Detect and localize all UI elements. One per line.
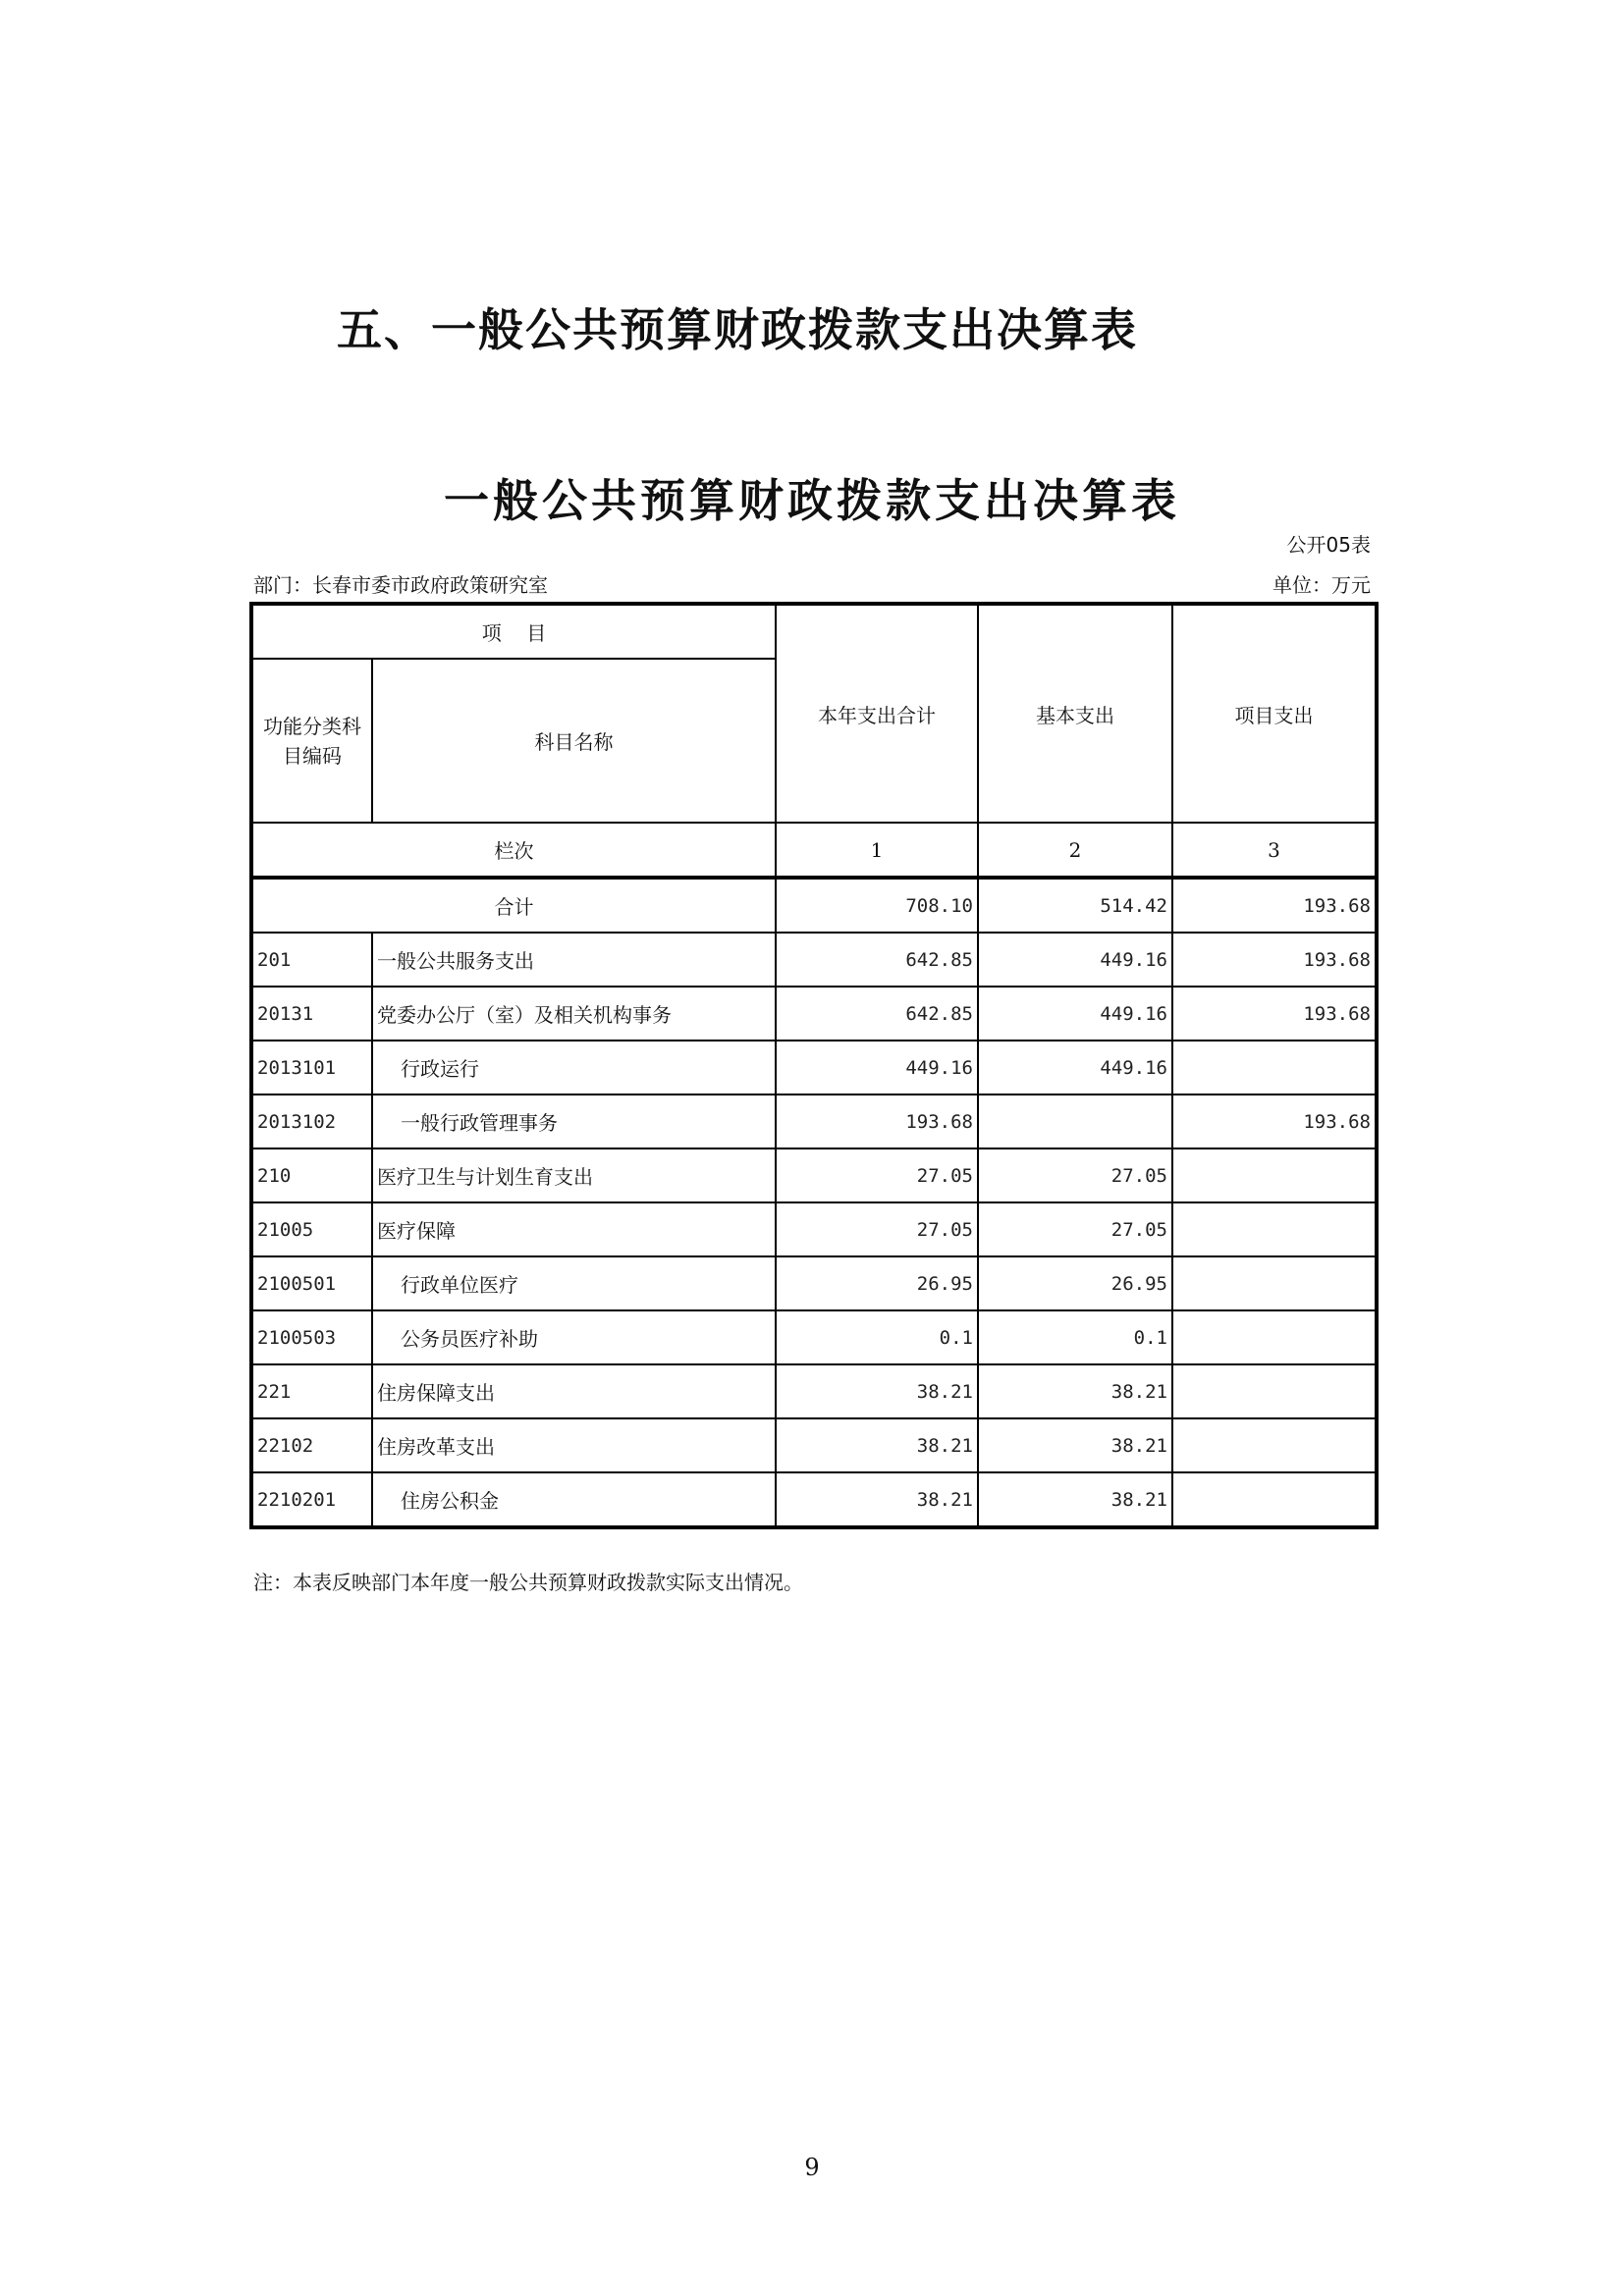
row-name: 党委办公厅（室）及相关机构事务 bbox=[372, 987, 776, 1041]
row-name: 住房改革支出 bbox=[372, 1418, 776, 1472]
header-code: 功能分类科目编码 bbox=[251, 659, 372, 823]
row-col2: 38.21 bbox=[978, 1472, 1172, 1527]
row-col3 bbox=[1172, 1041, 1377, 1095]
row-col1: 193.68 bbox=[776, 1095, 978, 1148]
row-col3 bbox=[1172, 1310, 1377, 1364]
table-row bbox=[251, 987, 1377, 1041]
row-col2: 449.16 bbox=[978, 933, 1172, 987]
row-col1: 38.21 bbox=[776, 1364, 978, 1418]
expenditure-table bbox=[249, 602, 1379, 1529]
header-project-expenditure: 项目支出 bbox=[1172, 604, 1377, 823]
header-item: 项 目 bbox=[251, 604, 776, 659]
table-row bbox=[251, 1148, 1377, 1202]
row-name: 行政单位医疗 bbox=[372, 1256, 776, 1310]
row-col2: 449.16 bbox=[978, 987, 1172, 1041]
row-col3 bbox=[1172, 1202, 1377, 1256]
table-title: 一般公共预算财政拨款支出决算表 bbox=[444, 474, 1180, 527]
table-row bbox=[251, 1202, 1377, 1256]
row-col1: 642.85 bbox=[776, 933, 978, 987]
row-col2: 27.05 bbox=[978, 1148, 1172, 1202]
column-index-3: 3 bbox=[1172, 823, 1377, 878]
header-subject-name: 科目名称 bbox=[372, 659, 776, 823]
row-code: 2013101 bbox=[251, 1041, 372, 1095]
row-col3 bbox=[1172, 1256, 1377, 1310]
table-row bbox=[251, 1472, 1377, 1527]
header-total-expenditure: 本年支出合计 bbox=[776, 604, 978, 823]
row-code: 2100501 bbox=[251, 1256, 372, 1310]
row-code: 2100503 bbox=[251, 1310, 372, 1364]
row-code: 21005 bbox=[251, 1202, 372, 1256]
row-col2: 449.16 bbox=[978, 1041, 1172, 1095]
total-row bbox=[251, 878, 1377, 933]
row-col1: 27.05 bbox=[776, 1202, 978, 1256]
row-code: 201 bbox=[251, 933, 372, 987]
row-col1: 26.95 bbox=[776, 1256, 978, 1310]
unit-label: 单位：万元 bbox=[1272, 573, 1371, 597]
column-index-label: 栏次 bbox=[251, 823, 776, 878]
row-col3: 193.68 bbox=[1172, 933, 1377, 987]
table-note: 注：本表反映部门本年度一般公共预算财政拨款实际支出情况。 bbox=[253, 1571, 803, 1594]
row-code: 221 bbox=[251, 1364, 372, 1418]
table-row bbox=[251, 933, 1377, 987]
row-name: 一般行政管理事务 bbox=[372, 1095, 776, 1148]
row-col3 bbox=[1172, 1472, 1377, 1527]
table-row bbox=[251, 1095, 1377, 1148]
section-heading: 五、一般公共预算财政拨款支出决算表 bbox=[337, 303, 1138, 356]
table-row bbox=[251, 1256, 1377, 1310]
header-row-item bbox=[251, 604, 1377, 659]
total-col3: 193.68 bbox=[1172, 878, 1377, 933]
table-row bbox=[251, 1418, 1377, 1472]
row-col2 bbox=[978, 1095, 1172, 1148]
row-name: 公务员医疗补助 bbox=[372, 1310, 776, 1364]
row-code: 210 bbox=[251, 1148, 372, 1202]
row-code: 2210201 bbox=[251, 1472, 372, 1527]
table-row bbox=[251, 1364, 1377, 1418]
row-code: 2013102 bbox=[251, 1095, 372, 1148]
row-col1: 0.1 bbox=[776, 1310, 978, 1364]
row-col3: 193.68 bbox=[1172, 987, 1377, 1041]
row-col1: 27.05 bbox=[776, 1148, 978, 1202]
row-col1: 642.85 bbox=[776, 987, 978, 1041]
row-col1: 449.16 bbox=[776, 1041, 978, 1095]
row-code: 20131 bbox=[251, 987, 372, 1041]
row-name: 医疗卫生与计划生育支出 bbox=[372, 1148, 776, 1202]
row-col3 bbox=[1172, 1148, 1377, 1202]
row-col2: 38.21 bbox=[978, 1364, 1172, 1418]
row-col2: 0.1 bbox=[978, 1310, 1172, 1364]
total-label: 合计 bbox=[251, 878, 776, 933]
table-row bbox=[251, 1041, 1377, 1095]
table-row bbox=[251, 1310, 1377, 1364]
row-code: 22102 bbox=[251, 1418, 372, 1472]
row-name: 一般公共服务支出 bbox=[372, 933, 776, 987]
row-col3: 193.68 bbox=[1172, 1095, 1377, 1148]
row-col1: 38.21 bbox=[776, 1418, 978, 1472]
total-col1: 708.10 bbox=[776, 878, 978, 933]
row-col2: 26.95 bbox=[978, 1256, 1172, 1310]
row-col1: 38.21 bbox=[776, 1472, 978, 1527]
row-col3 bbox=[1172, 1364, 1377, 1418]
row-col2: 27.05 bbox=[978, 1202, 1172, 1256]
column-index-1: 1 bbox=[776, 823, 978, 878]
row-name: 行政运行 bbox=[372, 1041, 776, 1095]
row-name: 住房保障支出 bbox=[372, 1364, 776, 1418]
row-name: 住房公积金 bbox=[372, 1472, 776, 1527]
total-col2: 514.42 bbox=[978, 878, 1172, 933]
row-name: 医疗保障 bbox=[372, 1202, 776, 1256]
department-label: 部门：长春市委市政府政策研究室 bbox=[253, 573, 548, 597]
page-number: 9 bbox=[804, 2154, 820, 2181]
row-col2: 38.21 bbox=[978, 1418, 1172, 1472]
form-number: 公开05表 bbox=[1286, 533, 1371, 557]
column-index-row bbox=[251, 823, 1377, 878]
header-basic-expenditure: 基本支出 bbox=[978, 604, 1172, 823]
row-col3 bbox=[1172, 1418, 1377, 1472]
column-index-2: 2 bbox=[978, 823, 1172, 878]
